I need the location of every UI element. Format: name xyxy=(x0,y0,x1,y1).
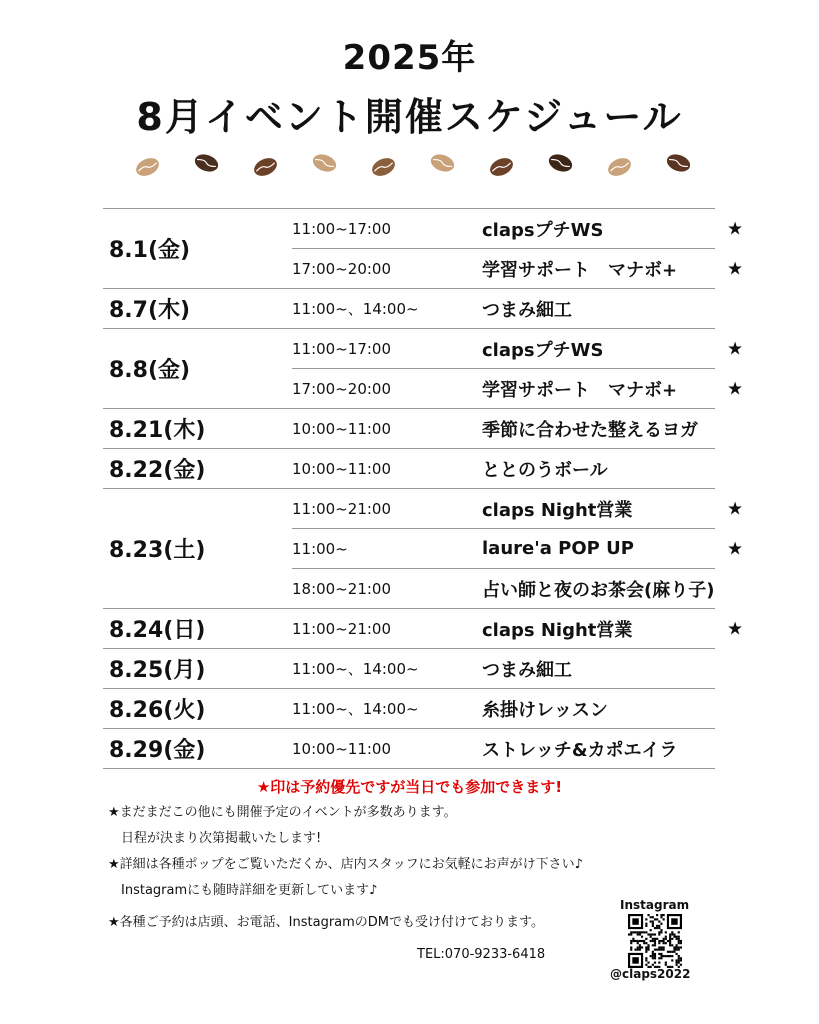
event-cell xyxy=(482,569,715,609)
schedule-row xyxy=(103,209,715,249)
coffee-bean-icon xyxy=(251,155,280,180)
event-cell xyxy=(482,609,744,649)
note-line-1: ★まだまだこの他にも開催予定のイベントが多数あります。 xyxy=(108,805,457,820)
event-name: ととのうボール xyxy=(482,459,608,481)
notes-block xyxy=(108,800,583,936)
reservation-star-icon: ★ xyxy=(727,538,744,559)
event-time: 11:00~17:00 xyxy=(292,209,482,249)
schedule-row xyxy=(103,289,715,329)
title-main: 8月イベント開催スケジュール xyxy=(136,95,683,139)
event-time: 17:00~20:00 xyxy=(292,369,482,409)
event-cell xyxy=(482,729,715,769)
event-time: 10:00~11:00 xyxy=(292,409,482,449)
reservation-star-icon: ★ xyxy=(727,498,744,519)
coffee-bean-icon xyxy=(310,151,338,174)
event-name: clapsプチWS xyxy=(482,219,604,241)
schedule-row xyxy=(103,609,715,649)
event-cell xyxy=(482,529,744,569)
instagram-label: Instagram xyxy=(620,898,690,912)
coffee-bean-icon xyxy=(664,151,692,174)
reservation-star-icon: ★ xyxy=(727,618,744,639)
qr-code-icon[interactable] xyxy=(628,914,682,968)
schedule-row xyxy=(103,449,715,489)
schedule-row xyxy=(103,689,715,729)
event-cell xyxy=(482,409,715,449)
coffee-bean-icon xyxy=(487,155,516,180)
schedule-row xyxy=(103,409,715,449)
event-name: claps Night営業 xyxy=(482,499,633,521)
event-cell xyxy=(482,489,744,529)
event-name: 季節に合わせた整えるヨガ xyxy=(482,419,698,441)
event-name: 学習サポート マナボ+ xyxy=(482,379,678,401)
event-date: 8.26(火) xyxy=(103,689,292,729)
event-name: 学習サポート マナボ+ xyxy=(482,259,678,281)
reservation-star-icon: ★ xyxy=(727,378,744,399)
phone-number: TEL:070-9233-6418 xyxy=(417,947,546,962)
event-name: clapsプチWS xyxy=(482,339,604,361)
schedule-table xyxy=(103,208,744,769)
coffee-bean-icon xyxy=(133,155,162,180)
event-time: 11:00~、14:00~ xyxy=(292,649,482,689)
title-year: 2025年 xyxy=(342,38,477,78)
event-date: 8.21(木) xyxy=(103,409,292,449)
instagram-handle: @claps2022 xyxy=(610,967,691,981)
coffee-bean-icon xyxy=(428,151,456,174)
event-time: 11:00~、14:00~ xyxy=(292,689,482,729)
schedule-row xyxy=(103,489,715,529)
event-cell xyxy=(482,689,715,729)
event-time: 17:00~20:00 xyxy=(292,249,482,289)
event-cell xyxy=(482,329,744,369)
note-line-5: ★各種ご予約は店頭、お電話、InstagramのDMでも受け付けております。 xyxy=(108,915,544,930)
event-time: 18:00~21:00 xyxy=(292,569,482,609)
event-cell xyxy=(482,649,715,689)
event-time: 11:00~21:00 xyxy=(292,489,482,529)
event-name: laure'a POP UP xyxy=(482,538,634,559)
event-date: 8.22(金) xyxy=(103,449,292,489)
event-date: 8.29(金) xyxy=(103,729,292,769)
event-name: ストレッチ&カポエイラ xyxy=(482,739,678,761)
event-cell xyxy=(482,209,744,249)
coffee-bean-icon xyxy=(369,155,398,180)
reservation-star-icon: ★ xyxy=(727,338,744,359)
event-date: 8.25(月) xyxy=(103,649,292,689)
event-name: つまみ細工 xyxy=(482,659,572,681)
event-time: 10:00~11:00 xyxy=(292,449,482,489)
coffee-bean-icon xyxy=(546,151,574,174)
note-line-2: 日程が決まり次第掲載いたします! xyxy=(108,831,322,846)
schedule-row xyxy=(103,729,715,769)
event-name: 糸掛けレッスン xyxy=(482,699,608,721)
coffee-bean-icon xyxy=(605,155,634,180)
event-name: つまみ細工 xyxy=(482,299,572,321)
event-date: 8.24(日) xyxy=(103,609,292,649)
event-date: 8.1(金) xyxy=(103,209,292,289)
event-time: 10:00~11:00 xyxy=(292,729,482,769)
note-line-3: ★詳細は各種ポップをご覧いただくか、店内スタッフにお気軽にお声がけ下さい♪ xyxy=(108,857,583,872)
event-time: 11:00~ xyxy=(292,529,482,569)
event-date: 8.8(金) xyxy=(103,329,292,409)
event-name: 占い師と夜のお茶会(麻り子) xyxy=(482,579,715,601)
note-line-4: Instagramにも随時詳細を更新しています♪ xyxy=(108,883,378,898)
coffee-bean-decoration xyxy=(118,145,708,185)
schedule-row xyxy=(103,329,715,369)
event-cell xyxy=(482,249,744,289)
reservation-notice: ★印は予約優先ですが当日でも参加できます! xyxy=(256,778,563,796)
reservation-star-icon: ★ xyxy=(727,258,744,279)
event-date: 8.23(土) xyxy=(103,489,292,609)
coffee-bean-icon xyxy=(192,151,220,174)
reservation-star-icon: ★ xyxy=(727,218,744,239)
schedule-row xyxy=(103,649,715,689)
event-cell xyxy=(482,369,744,409)
event-cell xyxy=(482,289,715,329)
event-time: 11:00~、14:00~ xyxy=(292,289,482,329)
event-time: 11:00~21:00 xyxy=(292,609,482,649)
event-time: 11:00~17:00 xyxy=(292,329,482,369)
event-date: 8.7(木) xyxy=(103,289,292,329)
event-name: claps Night営業 xyxy=(482,619,633,641)
event-cell xyxy=(482,449,715,489)
